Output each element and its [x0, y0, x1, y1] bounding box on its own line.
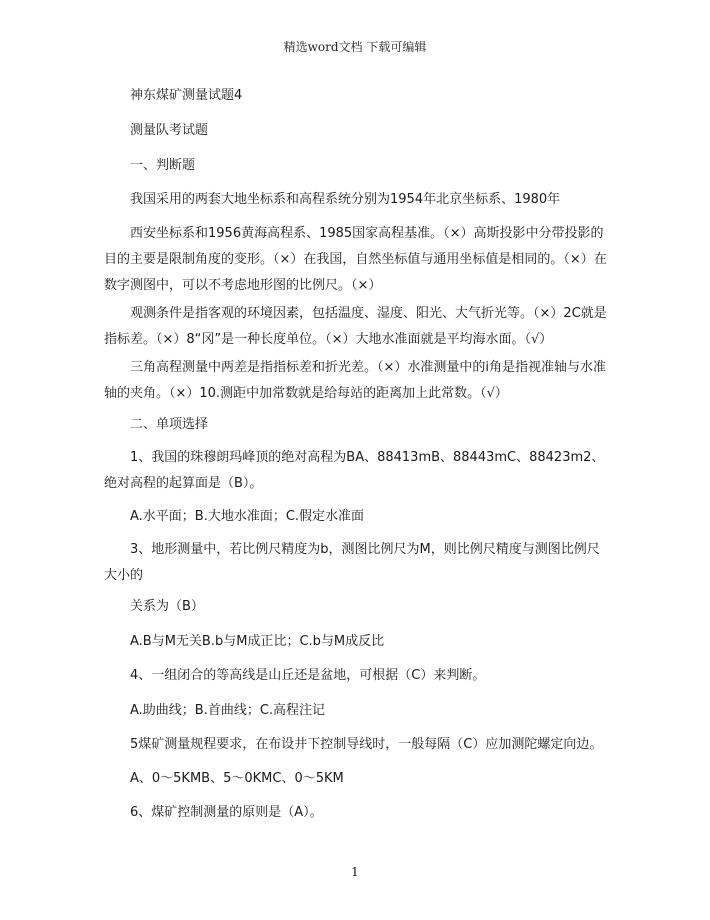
paragraph-2: 西安坐标系和1956黄海高程系、1985国家高程基准。（×）高斯投影中分带投影的目的主要是限制角度的变形。（×）在我国，自然坐标值与通用坐标值是相同的。（×）在数字测图中，可以不考虑地形图的比例尺。（×）	[104, 226, 607, 293]
paragraph-2-block	[104, 221, 609, 299]
question-5: 5煤矿测量规程要求，在布设井下控制导线时，一般每隔（C）应加测陀螺定向边。	[130, 737, 603, 752]
question-4-options: A.助曲线；B.首曲线；C.高程注记	[130, 703, 326, 718]
question-1-block	[104, 445, 609, 497]
paragraph-1: 我国采用的两套大地坐标系和高程系统分别为1954年北京坐标系、1980年	[130, 192, 561, 207]
paragraph-4-block	[104, 355, 609, 407]
question-1-options: A.水平面；B.大地水准面；C.假定水准面	[130, 509, 365, 524]
page-number: 1	[351, 865, 359, 879]
section-heading-single-choice: 二、单项选择	[130, 417, 209, 432]
question-3-continuation: 关系为（B）	[130, 599, 204, 614]
question-5-options: A、0～5KMB、5～0KMC、0～5KM	[130, 771, 344, 786]
section-heading-judgement: 一、判断题	[130, 158, 196, 173]
paragraph-3-block	[104, 301, 609, 353]
question-4: 4、一组闭合的等高线是山丘还是盆地，可根据（C）来判断。	[130, 668, 486, 683]
question-3: 3、地形测量中，若比例尺精度为b，测图比例尺为M，则比例尺精度与测图比例尺大小的	[104, 542, 600, 583]
question-3-block	[104, 537, 609, 589]
doc-subtitle: 测量队考试题	[130, 123, 209, 138]
paragraph-3: 观测条件是指客观的环境因素，包括温度、湿度、阳光、大气折光等。（×）2C就是指标差。（×）8“冈”是一种长度单位。（×）大地水准面就是平均海水面。（√）	[104, 306, 607, 347]
page-header: 精选word文档 下载可编辑	[283, 40, 427, 54]
question-3-options: A.B与M无关B.b与M成正比；C.b与M成反比	[130, 634, 385, 649]
question-6: 6、煤矿控制测量的原则是（A）。	[130, 805, 323, 820]
doc-title: 神东煤矿测量试题4	[130, 88, 243, 103]
question-1: 1、我国的珠穆朗玛峰顶的绝对高程为BA、88413mB、88443mC、88423m2、绝对高程的起算面是（B）。	[104, 450, 605, 491]
paragraph-4: 三角高程测量中两差是指指标差和折光差。（×）水准测量中的i角是指视准轴与水准轴的夹角。（×）10.测距中加常数就是给每站的距离加上此常数。（√）	[104, 360, 607, 401]
